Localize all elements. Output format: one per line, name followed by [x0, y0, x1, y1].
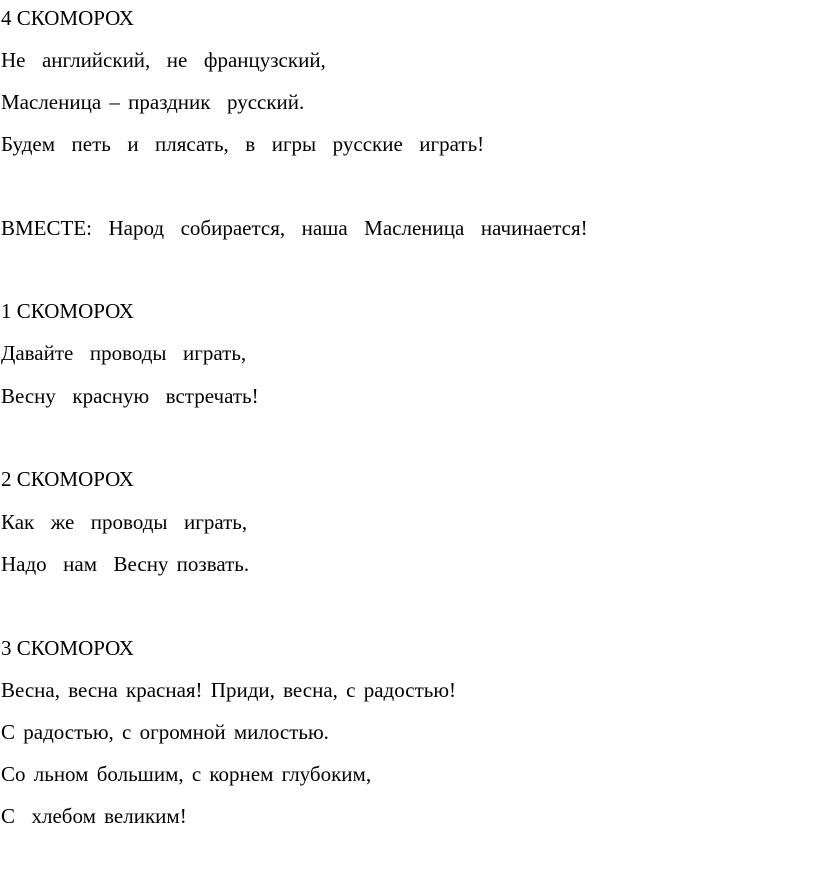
verse-line: Масленица – праздник русский.	[1, 90, 305, 114]
verse-line: Давайте проводы играть,	[1, 341, 247, 365]
speaker-4-heading: 4 СКОМОРОХ	[1, 6, 134, 30]
verse-line: Весна, весна красная! Приди, весна, с радостью!	[1, 678, 457, 702]
verse-line: С хлебом великим!	[1, 804, 187, 828]
verse-line: Не английский, не французский,	[1, 48, 326, 72]
speaker-1-heading: 1 СКОМОРОХ	[1, 299, 134, 323]
together-line: ВМЕСТЕ: Народ собирается, наша Масленица начинается!	[1, 216, 588, 240]
verse-line: Весну красную встречать!	[1, 384, 259, 408]
speaker-2-heading: 2 СКОМОРОХ	[1, 467, 134, 491]
verse-line: Как же проводы играть,	[1, 510, 248, 534]
verse-line: Надо нам Весну позвать.	[1, 552, 250, 576]
verse-line: Будем петь и плясать, в игры русские играть!	[1, 132, 485, 156]
verse-line: Со льном большим, с корнем глубоким,	[1, 762, 372, 786]
speaker-3-heading: 3 СКОМОРОХ	[1, 636, 134, 660]
verse-line: С радостью, с огромной милостью.	[1, 720, 329, 744]
